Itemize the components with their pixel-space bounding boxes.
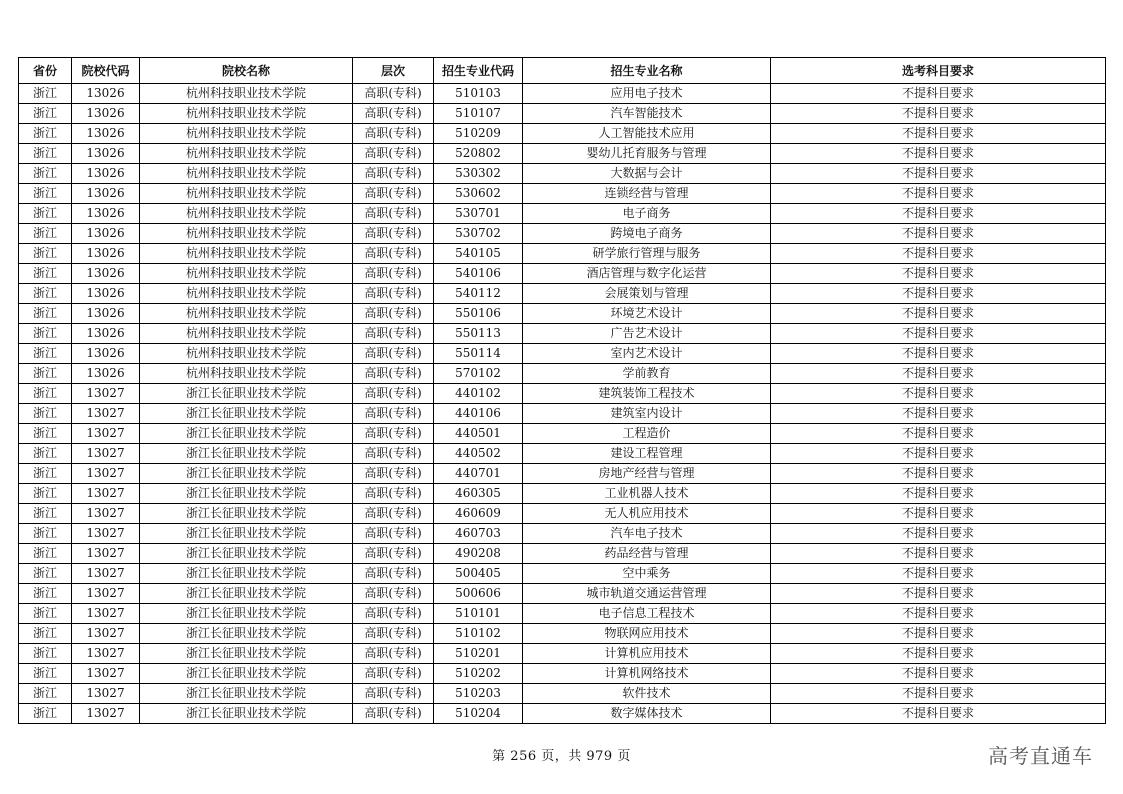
cell-subject-requirement: 不提科目要求 [771,524,1106,544]
cell-major-code: 460703 [434,524,523,544]
cell-school-name: 浙江长征职业技术学院 [140,624,353,644]
table-row [19,484,1106,504]
cell-subject-requirement: 不提科目要求 [771,684,1106,704]
cell-province: 浙江 [19,424,72,444]
cell-province: 浙江 [19,344,72,364]
cell-major-name: 空中乘务 [523,564,771,584]
cell-level: 高职(专科) [353,124,434,144]
cell-school-code: 13027 [72,524,140,544]
cell-major-name: 婴幼儿托育服务与管理 [523,144,771,164]
cell-province: 浙江 [19,124,72,144]
cell-major-name: 房地产经营与管理 [523,464,771,484]
cell-major-code: 520802 [434,144,523,164]
cell-school-name: 浙江长征职业技术学院 [140,684,353,704]
cell-major-code: 540112 [434,284,523,304]
table-row [19,384,1106,404]
cell-province: 浙江 [19,284,72,304]
table-row [19,104,1106,124]
cell-major-code: 510203 [434,684,523,704]
table-row [19,464,1106,484]
cell-major-name: 数字媒体技术 [523,704,771,724]
cell-school-code: 13027 [72,564,140,584]
cell-level: 高职(专科) [353,184,434,204]
table-row [19,144,1106,164]
cell-subject-requirement: 不提科目要求 [771,304,1106,324]
cell-province: 浙江 [19,704,72,724]
cell-school-code: 13027 [72,424,140,444]
cell-major-code: 510107 [434,104,523,124]
cell-school-code: 13027 [72,404,140,424]
cell-province: 浙江 [19,204,72,224]
cell-subject-requirement: 不提科目要求 [771,644,1106,664]
cell-province: 浙江 [19,144,72,164]
cell-level: 高职(专科) [353,624,434,644]
cell-major-code: 550106 [434,304,523,324]
cell-level: 高职(专科) [353,204,434,224]
cell-major-name: 连锁经营与管理 [523,184,771,204]
cell-major-name: 室内艺术设计 [523,344,771,364]
cell-school-name: 浙江长征职业技术学院 [140,544,353,564]
cell-major-name: 研学旅行管理与服务 [523,244,771,264]
cell-province: 浙江 [19,484,72,504]
cell-school-code: 13026 [72,144,140,164]
cell-school-code: 13026 [72,104,140,124]
table-row [19,424,1106,444]
cell-subject-requirement: 不提科目要求 [771,324,1106,344]
cell-province: 浙江 [19,384,72,404]
cell-province: 浙江 [19,324,72,344]
cell-subject-requirement: 不提科目要求 [771,144,1106,164]
cell-level: 高职(专科) [353,344,434,364]
cell-major-code: 460609 [434,504,523,524]
cell-subject-requirement: 不提科目要求 [771,244,1106,264]
cell-major-name: 汽车智能技术 [523,104,771,124]
cell-subject-requirement: 不提科目要求 [771,184,1106,204]
cell-major-code: 530302 [434,164,523,184]
cell-subject-requirement: 不提科目要求 [771,224,1106,244]
cell-province: 浙江 [19,684,72,704]
cell-subject-requirement: 不提科目要求 [771,424,1106,444]
cell-subject-requirement: 不提科目要求 [771,344,1106,364]
cell-major-name: 人工智能技术应用 [523,124,771,144]
cell-level: 高职(专科) [353,284,434,304]
cell-province: 浙江 [19,224,72,244]
cell-subject-requirement: 不提科目要求 [771,544,1106,564]
cell-major-code: 440102 [434,384,523,404]
cell-school-code: 13027 [72,624,140,644]
cell-major-code: 510102 [434,624,523,644]
cell-school-name: 浙江长征职业技术学院 [140,644,353,664]
cell-school-code: 13026 [72,244,140,264]
cell-school-name: 浙江长征职业技术学院 [140,504,353,524]
table-row [19,564,1106,584]
column-header-school-code: 院校代码 [72,58,140,84]
cell-school-name: 浙江长征职业技术学院 [140,584,353,604]
table-row [19,224,1106,244]
cell-school-name: 杭州科技职业技术学院 [140,184,353,204]
page-number: 第 256 页，共 979 页 [492,749,631,764]
cell-level: 高职(专科) [353,104,434,124]
cell-school-code: 13026 [72,364,140,384]
cell-major-name: 会展策划与管理 [523,284,771,304]
cell-school-name: 浙江长征职业技术学院 [140,524,353,544]
cell-level: 高职(专科) [353,524,434,544]
cell-major-name: 学前教育 [523,364,771,384]
cell-subject-requirement: 不提科目要求 [771,104,1106,124]
cell-major-name: 药品经营与管理 [523,544,771,564]
cell-major-code: 510201 [434,644,523,664]
cell-school-code: 13026 [72,204,140,224]
table-row [19,204,1106,224]
table-row [19,604,1106,624]
cell-subject-requirement: 不提科目要求 [771,624,1106,644]
cell-province: 浙江 [19,604,72,624]
cell-subject-requirement: 不提科目要求 [771,704,1106,724]
cell-province: 浙江 [19,104,72,124]
table-row [19,624,1106,644]
cell-major-name: 城市轨道交通运营管理 [523,584,771,604]
cell-major-code: 460305 [434,484,523,504]
cell-school-name: 浙江长征职业技术学院 [140,404,353,424]
cell-school-name: 浙江长征职业技术学院 [140,664,353,684]
cell-major-code: 510204 [434,704,523,724]
cell-school-name: 浙江长征职业技术学院 [140,484,353,504]
cell-school-code: 13026 [72,124,140,144]
cell-school-name: 浙江长征职业技术学院 [140,384,353,404]
cell-major-code: 530702 [434,224,523,244]
cell-school-name: 杭州科技职业技术学院 [140,144,353,164]
cell-subject-requirement: 不提科目要求 [771,84,1106,104]
cell-subject-requirement: 不提科目要求 [771,384,1106,404]
cell-level: 高职(专科) [353,484,434,504]
cell-school-code: 13027 [72,544,140,564]
cell-major-code: 440501 [434,424,523,444]
cell-subject-requirement: 不提科目要求 [771,124,1106,144]
cell-school-code: 13027 [72,504,140,524]
column-header-major-code: 招生专业代码 [434,58,523,84]
table-row [19,364,1106,384]
table-body [19,84,1106,724]
cell-school-name: 杭州科技职业技术学院 [140,264,353,284]
cell-school-name: 杭州科技职业技术学院 [140,304,353,324]
cell-level: 高职(专科) [353,224,434,244]
cell-province: 浙江 [19,504,72,524]
cell-province: 浙江 [19,524,72,544]
cell-province: 浙江 [19,184,72,204]
cell-major-code: 440701 [434,464,523,484]
cell-school-code: 13027 [72,484,140,504]
cell-major-name: 广告艺术设计 [523,324,771,344]
cell-school-code: 13027 [72,644,140,664]
cell-level: 高职(专科) [353,304,434,324]
cell-level: 高职(专科) [353,404,434,424]
cell-subject-requirement: 不提科目要求 [771,604,1106,624]
cell-major-name: 建筑室内设计 [523,404,771,424]
cell-level: 高职(专科) [353,424,434,444]
table-row [19,184,1106,204]
table-row [19,124,1106,144]
cell-school-code: 13026 [72,164,140,184]
cell-subject-requirement: 不提科目要求 [771,284,1106,304]
cell-major-code: 570102 [434,364,523,384]
cell-school-code: 13027 [72,444,140,464]
column-header-major-name: 招生专业名称 [523,58,771,84]
cell-level: 高职(专科) [353,564,434,584]
cell-school-name: 杭州科技职业技术学院 [140,244,353,264]
cell-school-code: 13027 [72,684,140,704]
cell-level: 高职(专科) [353,144,434,164]
cell-subject-requirement: 不提科目要求 [771,204,1106,224]
cell-major-code: 540105 [434,244,523,264]
cell-subject-requirement: 不提科目要求 [771,164,1106,184]
cell-school-name: 杭州科技职业技术学院 [140,224,353,244]
cell-level: 高职(专科) [353,604,434,624]
admissions-table-container [18,57,1105,724]
cell-major-name: 酒店管理与数字化运营 [523,264,771,284]
cell-school-name: 杭州科技职业技术学院 [140,344,353,364]
cell-major-name: 大数据与会计 [523,164,771,184]
cell-school-name: 杭州科技职业技术学院 [140,84,353,104]
table-header-row [19,58,1106,84]
table-row [19,704,1106,724]
cell-subject-requirement: 不提科目要求 [771,504,1106,524]
cell-level: 高职(专科) [353,364,434,384]
cell-province: 浙江 [19,444,72,464]
cell-subject-requirement: 不提科目要求 [771,584,1106,604]
cell-level: 高职(专科) [353,664,434,684]
cell-school-code: 13026 [72,324,140,344]
watermark-logo-text: 高考直通车 [988,744,1093,768]
cell-major-code: 490208 [434,544,523,564]
cell-major-name: 电子商务 [523,204,771,224]
cell-school-name: 杭州科技职业技术学院 [140,104,353,124]
cell-school-name: 杭州科技职业技术学院 [140,284,353,304]
cell-province: 浙江 [19,544,72,564]
cell-level: 高职(专科) [353,684,434,704]
cell-province: 浙江 [19,624,72,644]
cell-level: 高职(专科) [353,644,434,664]
cell-school-code: 13027 [72,604,140,624]
cell-province: 浙江 [19,244,72,264]
cell-province: 浙江 [19,644,72,664]
table-row [19,244,1106,264]
cell-major-name: 建筑装饰工程技术 [523,384,771,404]
cell-school-name: 浙江长征职业技术学院 [140,604,353,624]
cell-major-name: 环境艺术设计 [523,304,771,324]
cell-major-code: 510101 [434,604,523,624]
cell-province: 浙江 [19,664,72,684]
cell-major-code: 550114 [434,344,523,364]
cell-school-code: 13027 [72,384,140,404]
cell-level: 高职(专科) [353,504,434,524]
cell-major-name: 工业机器人技术 [523,484,771,504]
cell-province: 浙江 [19,464,72,484]
cell-school-code: 13026 [72,264,140,284]
cell-major-name: 工程造价 [523,424,771,444]
cell-school-code: 13026 [72,184,140,204]
table-row [19,664,1106,684]
cell-province: 浙江 [19,164,72,184]
cell-school-code: 13027 [72,704,140,724]
cell-major-code: 510103 [434,84,523,104]
cell-level: 高职(专科) [353,84,434,104]
cell-major-name: 计算机网络技术 [523,664,771,684]
table-row [19,684,1106,704]
table-row [19,304,1106,324]
cell-level: 高职(专科) [353,464,434,484]
cell-subject-requirement: 不提科目要求 [771,264,1106,284]
cell-level: 高职(专科) [353,544,434,564]
column-header-school-name: 院校名称 [140,58,353,84]
table-row [19,584,1106,604]
cell-major-name: 跨境电子商务 [523,224,771,244]
cell-level: 高职(专科) [353,244,434,264]
column-header-province: 省份 [19,58,72,84]
cell-subject-requirement: 不提科目要求 [771,664,1106,684]
cell-major-code: 530701 [434,204,523,224]
column-header-level: 层次 [353,58,434,84]
cell-school-code: 13026 [72,84,140,104]
cell-major-name: 物联网应用技术 [523,624,771,644]
table-row [19,84,1106,104]
cell-province: 浙江 [19,304,72,324]
table-row [19,164,1106,184]
cell-school-code: 13026 [72,304,140,324]
cell-major-name: 软件技术 [523,684,771,704]
cell-school-code: 13027 [72,584,140,604]
cell-major-code: 550113 [434,324,523,344]
cell-school-code: 13026 [72,344,140,364]
table-row [19,344,1106,364]
table-row [19,504,1106,524]
cell-major-name: 计算机应用技术 [523,644,771,664]
cell-major-name: 建设工程管理 [523,444,771,464]
column-header-subject-requirement: 选考科目要求 [771,58,1106,84]
cell-school-code: 13026 [72,284,140,304]
cell-major-name: 应用电子技术 [523,84,771,104]
cell-major-code: 510202 [434,664,523,684]
cell-level: 高职(专科) [353,384,434,404]
cell-subject-requirement: 不提科目要求 [771,464,1106,484]
cell-school-code: 13026 [72,224,140,244]
cell-school-name: 浙江长征职业技术学院 [140,444,353,464]
cell-province: 浙江 [19,84,72,104]
table-row [19,284,1106,304]
cell-subject-requirement: 不提科目要求 [771,364,1106,384]
cell-school-name: 浙江长征职业技术学院 [140,564,353,584]
cell-school-name: 浙江长征职业技术学院 [140,424,353,444]
cell-level: 高职(专科) [353,584,434,604]
cell-major-code: 440106 [434,404,523,424]
cell-subject-requirement: 不提科目要求 [771,404,1106,424]
admissions-table [18,57,1106,724]
table-row [19,644,1106,664]
cell-level: 高职(专科) [353,264,434,284]
table-row [19,444,1106,464]
cell-major-name: 电子信息工程技术 [523,604,771,624]
table-row [19,544,1106,564]
cell-province: 浙江 [19,584,72,604]
cell-major-name: 无人机应用技术 [523,504,771,524]
cell-subject-requirement: 不提科目要求 [771,444,1106,464]
cell-province: 浙江 [19,404,72,424]
cell-school-name: 杭州科技职业技术学院 [140,124,353,144]
cell-major-code: 510209 [434,124,523,144]
table-row [19,524,1106,544]
cell-school-name: 杭州科技职业技术学院 [140,204,353,224]
cell-major-code: 540106 [434,264,523,284]
cell-school-code: 13027 [72,664,140,684]
cell-level: 高职(专科) [353,704,434,724]
cell-school-name: 浙江长征职业技术学院 [140,464,353,484]
cell-major-code: 530602 [434,184,523,204]
cell-province: 浙江 [19,264,72,284]
cell-province: 浙江 [19,364,72,384]
table-row [19,264,1106,284]
cell-subject-requirement: 不提科目要求 [771,484,1106,504]
cell-level: 高职(专科) [353,164,434,184]
cell-major-code: 500405 [434,564,523,584]
cell-level: 高职(专科) [353,324,434,344]
cell-major-code: 440502 [434,444,523,464]
cell-school-name: 杭州科技职业技术学院 [140,364,353,384]
cell-school-code: 13027 [72,464,140,484]
cell-school-name: 杭州科技职业技术学院 [140,324,353,344]
table-row [19,404,1106,424]
cell-major-name: 汽车电子技术 [523,524,771,544]
cell-school-name: 杭州科技职业技术学院 [140,164,353,184]
cell-subject-requirement: 不提科目要求 [771,564,1106,584]
table-row [19,324,1106,344]
cell-major-code: 500606 [434,584,523,604]
cell-province: 浙江 [19,564,72,584]
cell-school-name: 浙江长征职业技术学院 [140,704,353,724]
cell-level: 高职(专科) [353,444,434,464]
